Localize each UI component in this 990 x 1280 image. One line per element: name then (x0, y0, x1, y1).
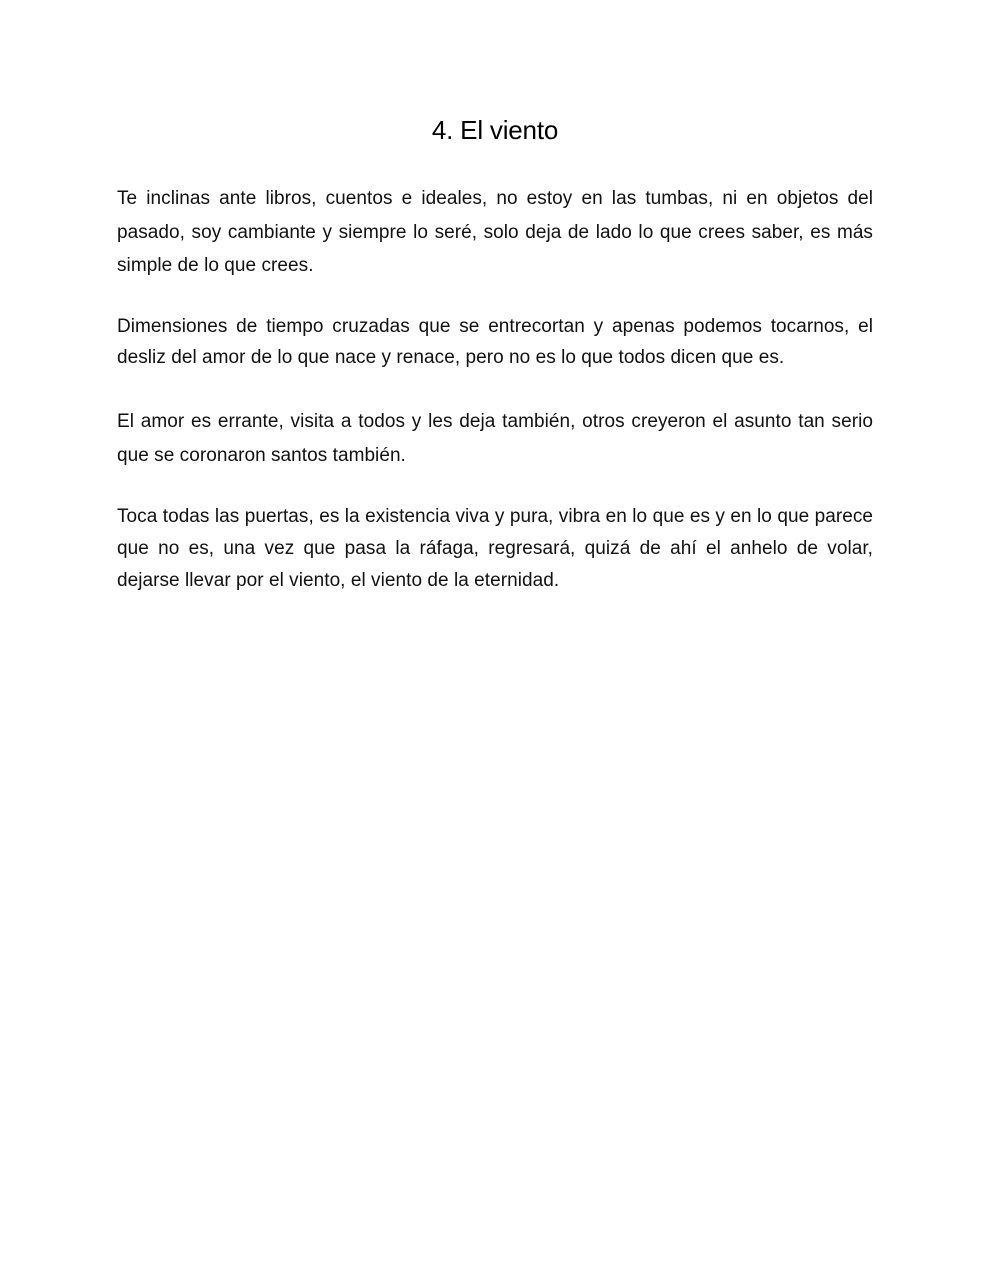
paragraph-3: El amor es errante, visita a todos y les deja también, otros creyeron el asunto tan serio que se coronaron santos también. (117, 411, 873, 466)
paragraph-1: Te inclinas ante libros, cuentos e ideales, no estoy en las tumbas, ni en objetos del pasado, soy cambiante y siempre lo seré, solo deja de lado lo que crees saber, es más simple de lo que crees. (117, 188, 873, 276)
page-title: 4. El viento (431, 115, 559, 145)
paragraph-4: Toca todas las puertas, es la existencia viva y pura, vibra en lo que es y en lo que parece que no es, una vez que pasa la ráfaga, regresará, quizá de ahí el anhelo de volar, dejarse llevar por el viento, el viento de la eternidad. (117, 506, 873, 591)
paragraph-2: Dimensiones de tiempo cruzadas que se entrecortan y apenas podemos tocarnos, el desliz del amor de lo que nace y renace, pero no es lo que todos dicen que es. (117, 316, 873, 368)
